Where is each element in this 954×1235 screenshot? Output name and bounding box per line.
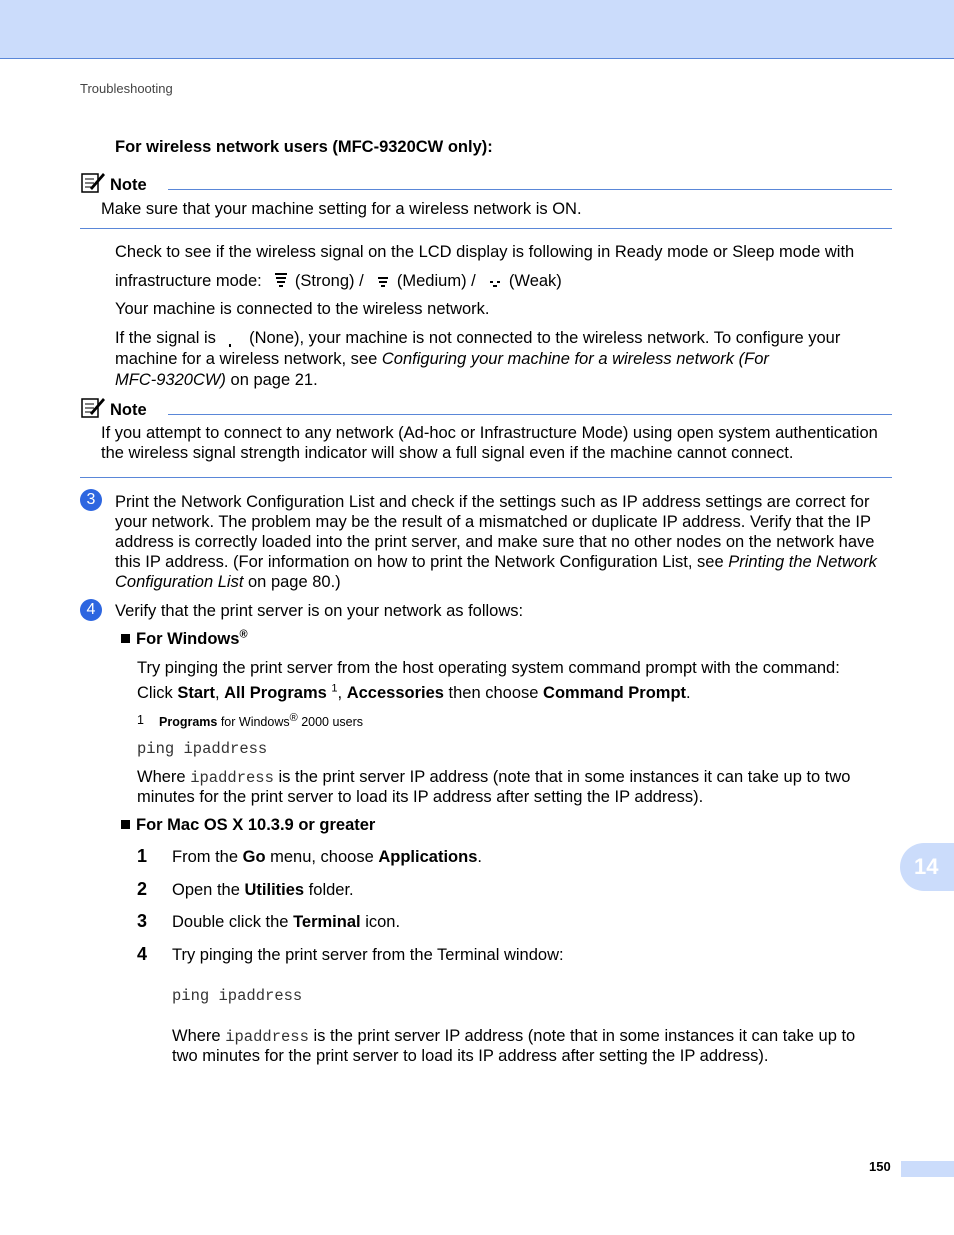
paragraph-text: machine for a wireless network, see	[115, 350, 382, 368]
bullet-square-icon	[121, 820, 130, 829]
paragraph-text: on page 21.	[225, 371, 318, 389]
paragraph-text: this IP address. (For information on how to print the Network Configuration List, see	[115, 553, 729, 571]
text: From the	[172, 848, 243, 866]
paragraph	[115, 349, 769, 370]
substep-text	[172, 880, 354, 901]
note-text: If you attempt to connect to any network (Ad-hoc or Infrastructure Mode) using open system authentication	[101, 424, 878, 442]
paragraph-text: infrastructure mode:	[115, 272, 262, 290]
footnote-text: 2000 users	[297, 715, 364, 729]
paragraph: Verify that the print server is on your network as follows:	[115, 602, 524, 620]
note-pencil-icon	[80, 395, 106, 419]
cross-reference-link[interactable]: Configuration List	[115, 573, 244, 591]
heading-text: For Mac OS X 10.3.9 or greater	[136, 816, 376, 834]
signal-strong-icon	[274, 270, 288, 290]
paragraph: Print the Network Configuration List and check if the settings such as IP address settings are correct for	[115, 493, 870, 511]
menu-go: Go	[242, 848, 266, 866]
substep-number: 1	[137, 846, 148, 866]
note-rule-top	[168, 414, 892, 415]
text: is the print server IP address (note that in some instances it can take up to	[308, 1027, 856, 1045]
substep-text	[172, 847, 482, 868]
menu-command-prompt: Command Prompt	[543, 684, 687, 702]
paragraph: Try pinging the print server from the host operating system command prompt with the command:	[137, 659, 840, 677]
paragraph: your network. The problem may be the result of a mismatched or duplicate IP address. Verify that the IP	[115, 513, 872, 531]
mac-heading	[121, 815, 375, 836]
paragraph-text: (Strong) /	[294, 272, 364, 290]
page-number-bar	[901, 1161, 954, 1177]
text: ,	[337, 684, 347, 702]
note-rule-top	[168, 189, 892, 190]
menu-applications: Applications	[378, 848, 478, 866]
note-rule-bottom	[80, 477, 892, 478]
inline-code: ipaddress	[190, 769, 274, 787]
text: is the print server IP address (note that in some instances it can take up to two	[273, 768, 851, 786]
chapter-tab: 14	[900, 843, 954, 891]
text: ,	[214, 684, 225, 702]
cross-reference-link[interactable]: Configuring your machine for a wireless network (For	[381, 350, 769, 368]
substep-number: 3	[137, 911, 148, 931]
paragraph: Check to see if the wireless signal on the LCD display is following in Ready mode or Sleep mode with	[115, 243, 855, 261]
app-terminal: Terminal	[293, 913, 361, 931]
footnote-ref: 1	[331, 682, 338, 695]
paragraph: Your machine is connected to the wireless network.	[115, 300, 490, 318]
menu-all-programs: All Programs	[224, 684, 327, 702]
note-text: Make sure that your machine setting for a wireless network is ON.	[101, 200, 582, 218]
paragraph	[115, 572, 341, 593]
menu-start: Start	[177, 684, 215, 702]
text: then choose	[443, 684, 544, 702]
paragraph	[115, 370, 318, 391]
click-instructions	[137, 683, 691, 704]
signal-none-icon	[224, 329, 236, 349]
windows-heading	[121, 629, 248, 650]
text: .	[686, 684, 691, 702]
step-number-4: 4	[80, 599, 102, 621]
step-number-3: 3	[80, 489, 102, 511]
paragraph: minutes for the print server to load its IP address after setting the IP address).	[137, 788, 704, 806]
footnote	[159, 711, 364, 729]
paragraph: two minutes for the print server to load its IP address after setting the IP address).	[172, 1047, 769, 1065]
text: Where	[137, 768, 191, 786]
registered-mark: ®	[239, 628, 248, 641]
signal-none-line	[115, 328, 840, 349]
text: Click	[137, 684, 178, 702]
paragraph	[172, 1026, 855, 1048]
wireless-heading: For wireless network users (MFC-9320CW only):	[115, 138, 493, 156]
note-title: Note	[110, 176, 147, 194]
command-line: ping ipaddress	[172, 987, 303, 1005]
paragraph-text: (Weak)	[508, 272, 562, 290]
heading-text: For Windows	[136, 630, 240, 648]
note-title: Note	[110, 401, 147, 419]
text: folder.	[304, 881, 354, 899]
paragraph: address is correctly loaded into the print server, and make sure that no other nodes on the network have	[115, 533, 875, 551]
note-rule-bottom	[80, 228, 892, 229]
command-line: ping ipaddress	[137, 740, 268, 758]
footnote-text: for Windows	[217, 715, 290, 729]
paragraph-text: (Medium) /	[396, 272, 476, 290]
signal-modes-line	[115, 270, 562, 292]
menu-accessories: Accessories	[346, 684, 444, 702]
running-header: Troubleshooting	[80, 81, 173, 96]
folder-utilities: Utilities	[244, 881, 305, 899]
footnote-number: 1	[137, 713, 144, 727]
bullet-square-icon	[121, 634, 130, 643]
substep-number: 4	[137, 944, 148, 964]
cross-reference-link[interactable]: Printing the Network	[728, 553, 877, 571]
paragraph-text: If the signal is	[115, 329, 216, 347]
signal-weak-icon	[488, 270, 502, 290]
signal-medium-icon	[376, 270, 390, 290]
text: Double click the	[172, 913, 294, 931]
registered-mark: ®	[289, 711, 298, 724]
note-pencil-icon	[80, 170, 106, 194]
substep-text: Try pinging the print server from the Terminal window:	[172, 946, 564, 964]
paragraph-text: (None), your machine is not connected to the wireless network. To configure your	[249, 329, 841, 347]
text: Where	[172, 1027, 226, 1045]
text: Open the	[172, 881, 245, 899]
text: menu, choose	[265, 848, 379, 866]
paragraph	[115, 552, 877, 573]
page-number: 150	[869, 1159, 891, 1174]
header-band	[0, 0, 954, 59]
substep-number: 2	[137, 879, 148, 899]
paragraph-text: on page 80.)	[243, 573, 341, 591]
paragraph	[137, 767, 850, 789]
inline-code: ipaddress	[225, 1028, 309, 1046]
text: .	[477, 848, 482, 866]
cross-reference-link[interactable]: MFC-9320CW)	[115, 371, 226, 389]
text: icon.	[360, 913, 401, 931]
substep-text	[172, 912, 400, 933]
note-text: the wireless signal strength indicator will show a full signal even if the machine cannot connect.	[101, 444, 794, 462]
footnote-bold: Programs	[159, 715, 218, 729]
